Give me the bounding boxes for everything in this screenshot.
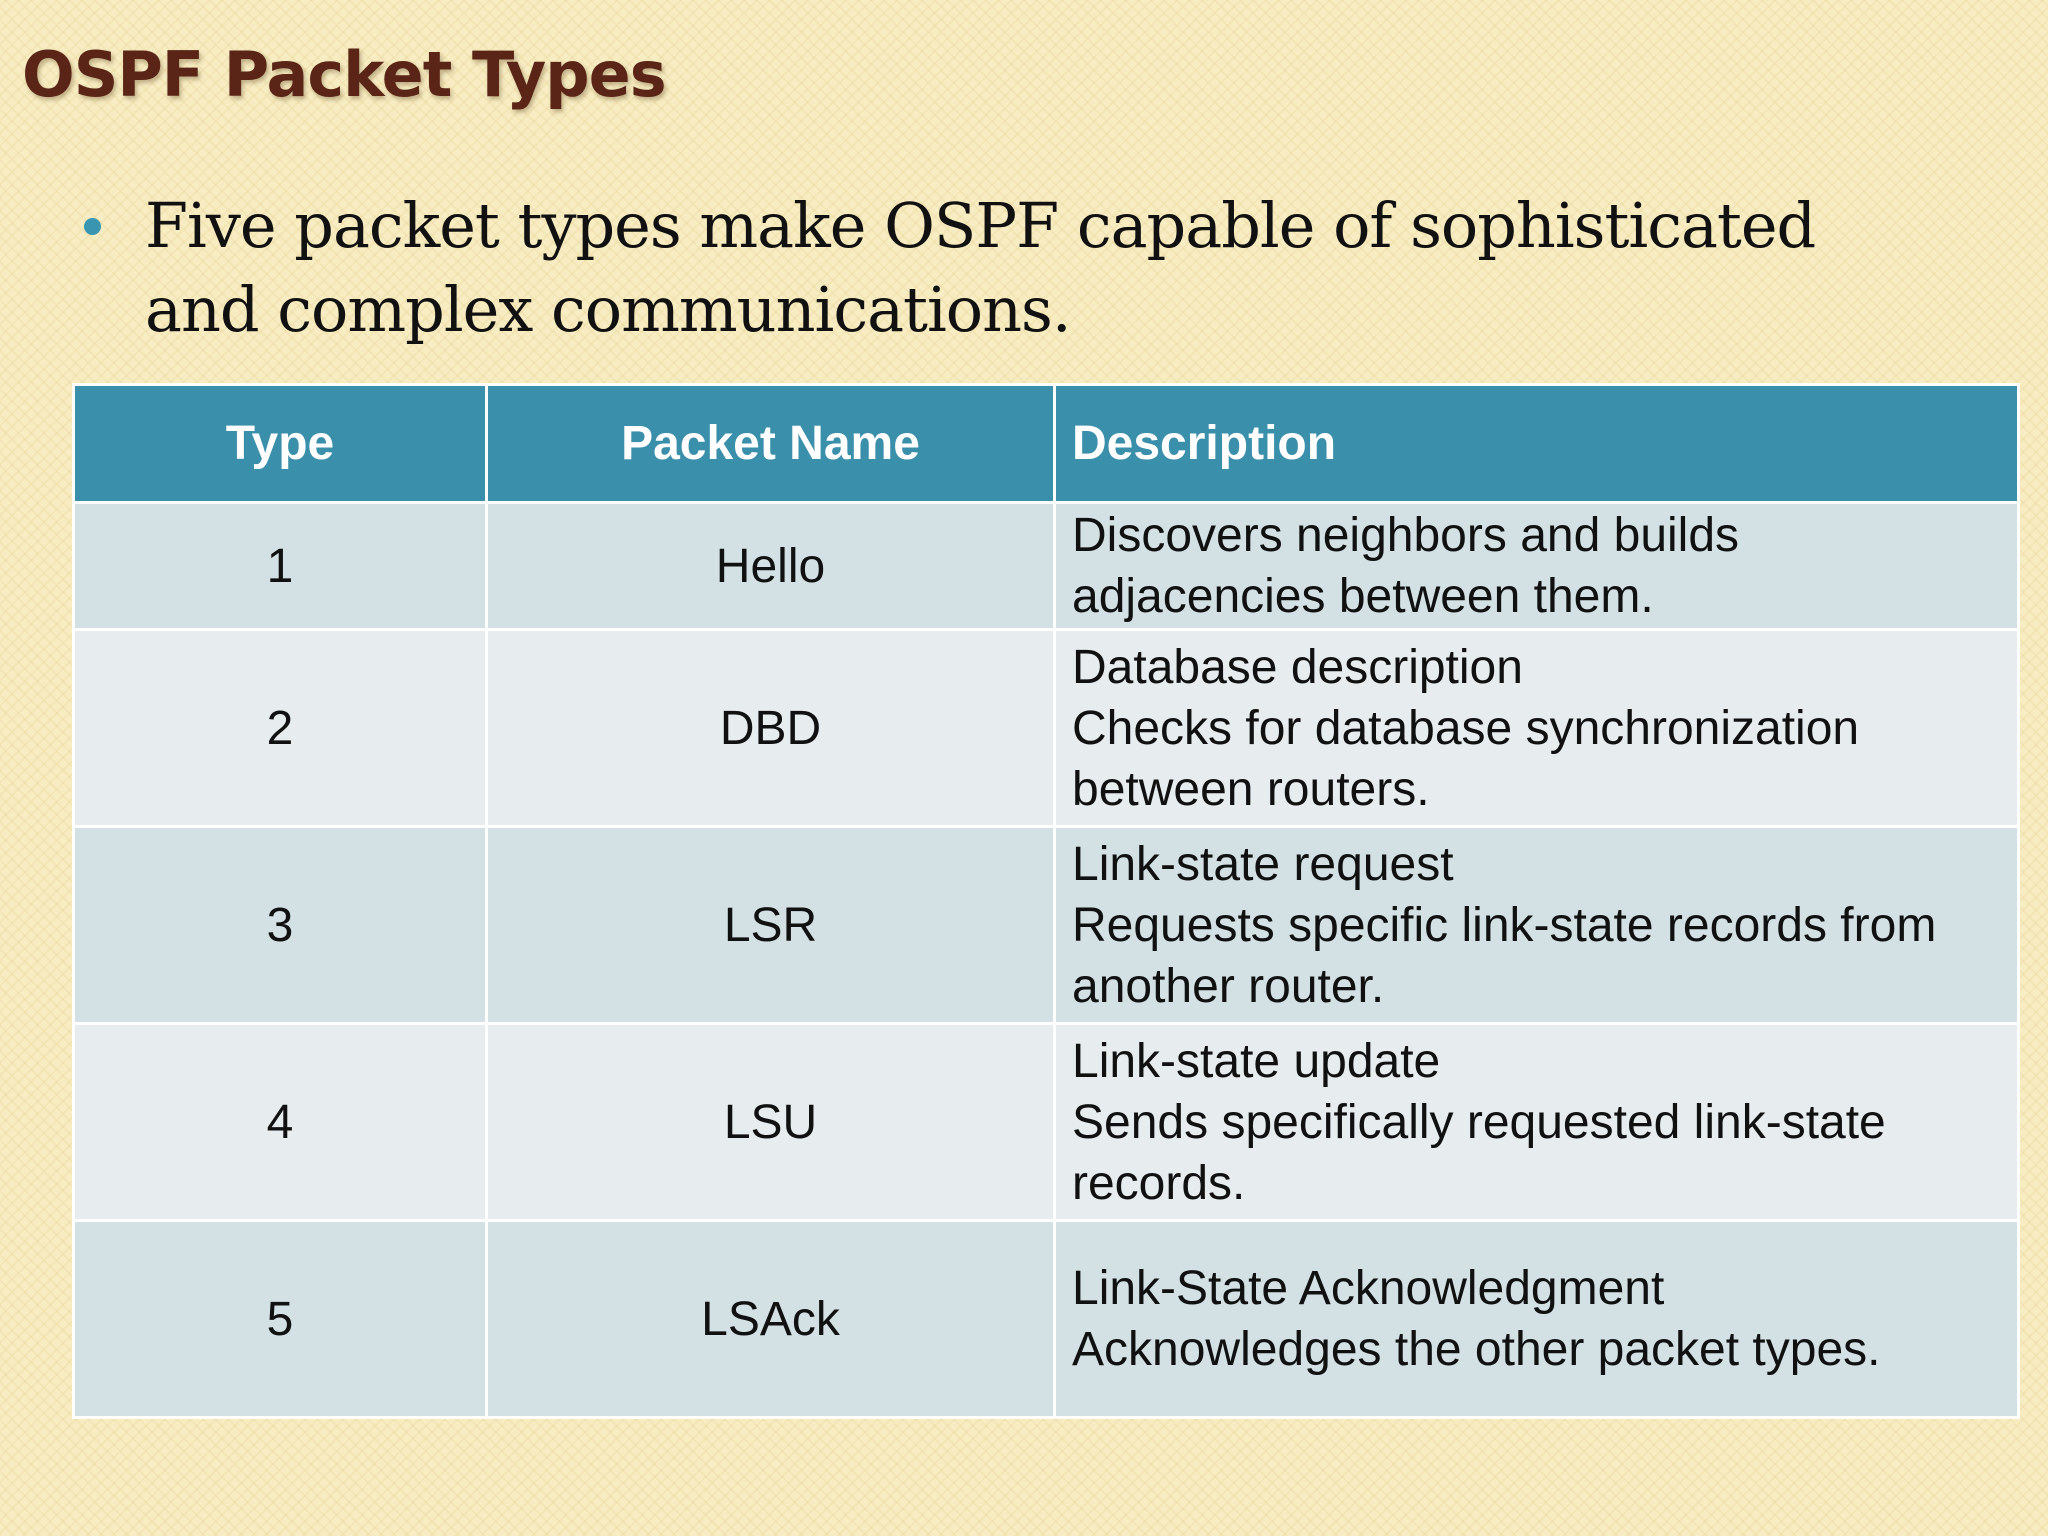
cell-description <box>1055 1024 2019 1221</box>
table-row <box>74 503 2019 630</box>
cell-packet-name: DBD <box>487 630 1055 827</box>
table-row <box>74 827 2019 1024</box>
header-type: Type <box>74 385 487 503</box>
cell-description <box>1055 630 2019 827</box>
cell-type: 1 <box>74 503 487 630</box>
cell-description <box>1055 1221 2019 1418</box>
packet-types-table <box>72 383 2020 1419</box>
description-line: between routers. <box>1072 762 1430 816</box>
description-line: another router. <box>1072 959 1385 1013</box>
cell-description <box>1055 827 2019 1024</box>
description-line: Requests specific link-state records from <box>1072 898 1937 952</box>
description-line: records. <box>1072 1156 1246 1210</box>
cell-type: 4 <box>74 1024 487 1221</box>
header-packet-name: Packet Name <box>487 385 1055 503</box>
description-line: Link-state update <box>1072 1034 1441 1088</box>
table-row <box>74 1024 2019 1221</box>
description-line: Database description <box>1072 640 1523 694</box>
cell-type: 5 <box>74 1221 487 1418</box>
description-line: Checks for database synchronization <box>1072 701 1860 755</box>
cell-packet-name: LSU <box>487 1024 1055 1221</box>
description-line: Discovers neighbors and builds <box>1072 509 1740 562</box>
table-row <box>74 1221 2019 1418</box>
cell-type: 2 <box>74 630 487 827</box>
cell-packet-name: Hello <box>487 503 1055 630</box>
description-line: Acknowledges the other packet types. <box>1072 1323 1881 1376</box>
slide-title: OSPF Packet Types <box>22 38 666 111</box>
description-line: adjacencies between them. <box>1072 570 1654 623</box>
table-header-row <box>74 385 2019 503</box>
cell-packet-name: LSR <box>487 827 1055 1024</box>
cell-type: 3 <box>74 827 487 1024</box>
description-line: Link-state request <box>1072 837 1454 891</box>
description-line: Link-State Acknowledgment <box>1072 1262 1665 1315</box>
header-description: Description <box>1055 385 2019 503</box>
bullet-text: Five packet types make OSPF capable of sophisticated and complex communications. <box>145 189 1816 346</box>
bullet-dot-icon <box>84 218 101 235</box>
table-row <box>74 630 2019 827</box>
cell-description <box>1055 503 2019 630</box>
cell-packet-name: LSAck <box>487 1221 1055 1418</box>
description-line: Sends specifically requested link-state <box>1072 1095 1886 1149</box>
